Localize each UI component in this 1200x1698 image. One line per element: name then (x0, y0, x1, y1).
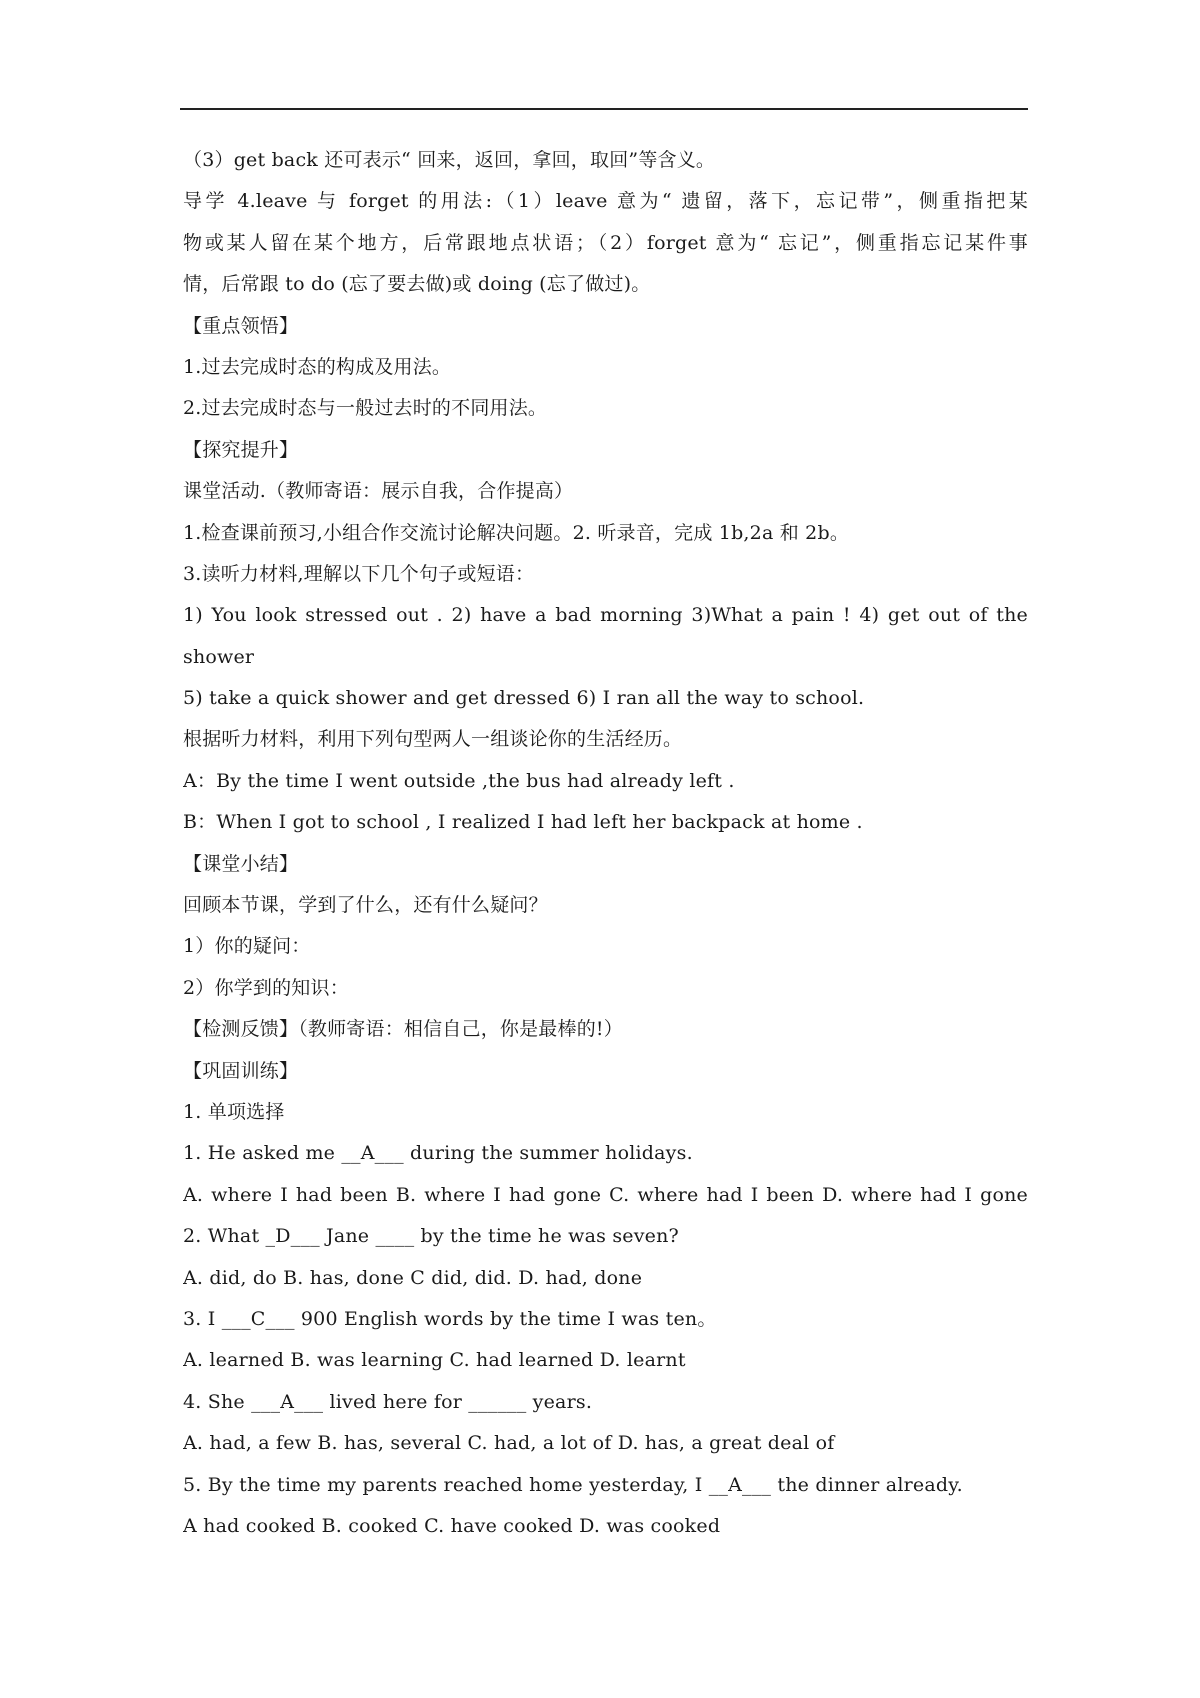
text-line-guide-4-cont-1: 物或某人留在某个地方，后常跟地点状语；（2）forget 意为“ 忘记”，侧重指忘记某件事 (183, 231, 1028, 254)
text-line-guide-4: 导学 4.leave 与 forget 的用法:（1）leave 意为“ 遗留，落下，忘记带”，侧重指把某 (183, 190, 1028, 213)
section-heading-key-points: 【重点领悟】 (183, 314, 299, 337)
text-line-key-point-1: 1.过去完成时态的构成及用法。 (183, 355, 452, 378)
text-line-multiple-choice: 1. 单项选择 (183, 1100, 285, 1123)
question-5-options: A had cooked B. cooked C. have cooked D. was cooked (183, 1514, 721, 1537)
text-line-guide-4-cont-2: 情，后常跟 to do (忘了要去做)或 doing (忘了做过)。 (183, 273, 651, 296)
section-heading-summary: 【课堂小结】 (183, 852, 299, 875)
section-heading-feedback: 【检测反馈】（教师寄语：相信自己，你是最棒的!） (183, 1018, 623, 1041)
text-line-knowledge: 2）你学到的知识： (183, 976, 349, 999)
question-1-options: A. where I had been B. where I had gone C. where had I been D. where had I gone (183, 1183, 1028, 1206)
question-2: 2. What _D___ Jane ____ by the time he was seven? (183, 1225, 679, 1248)
document-body (183, 140, 1028, 1547)
text-line-phrases-2: 5) take a quick shower and get dressed 6) I ran all the way to school. (183, 687, 865, 710)
text-line-pair-talk: 根据听力材料，利用下列句型两人一组谈论你的生活经历。 (183, 728, 683, 751)
question-5: 5. By the time my parents reached home yesterday, I __A___ the dinner already. (183, 1473, 963, 1496)
text-line-class-activity: 课堂活动.（教师寄语：展示自我，合作提高） (183, 480, 574, 503)
question-4: 4. She ___A___ lived here for ______ years. (183, 1390, 593, 1413)
text-line-activity-1: 1.检查课前预习,小组合作交流讨论解决问题。2. 听录音，完成 1b,2a 和 2b。 (183, 521, 850, 544)
text-line-dialog-b: B：When I got to school , I realized I had left her backpack at home . (183, 811, 863, 834)
text-line-get-back: （3）get back 还可表示“ 回来，返回，拿回，取回”等含义。 (183, 149, 716, 171)
text-line-review: 回顾本节课，学到了什么，还有什么疑问？ (183, 894, 548, 917)
header-divider (180, 108, 1028, 110)
text-line-key-point-2: 2.过去完成时态与一般过去时的不同用法。 (183, 397, 548, 420)
section-heading-practice: 【巩固训练】 (183, 1059, 299, 1082)
text-line-phrases-1: 1) You look stressed out . 2) have a bad morning 3)What a pain ! 4) get out of the (183, 604, 1028, 627)
text-line-questions: 1）你的疑问： (183, 935, 311, 958)
question-2-options: A. did, do B. has, done C did, did. D. had, done (183, 1266, 643, 1289)
question-1: 1. He asked me __A___ during the summer holidays. (183, 1142, 693, 1165)
question-3-options: A. learned B. was learning C. had learned D. learnt (183, 1349, 686, 1372)
question-4-options: A. had, a few B. has, several C. had, a lot of D. has, a great deal of (183, 1432, 835, 1455)
text-line-activity-3: 3.读听力材料,理解以下几个句子或短语： (183, 562, 535, 585)
section-heading-explore: 【探究提升】 (183, 438, 299, 461)
question-3: 3. I ___C___ 900 English words by the time I was ten。 (183, 1307, 717, 1330)
text-line-phrases-1-cont: shower (183, 645, 255, 668)
text-line-dialog-a: A：By the time I went outside ,the bus had already left . (183, 769, 735, 792)
